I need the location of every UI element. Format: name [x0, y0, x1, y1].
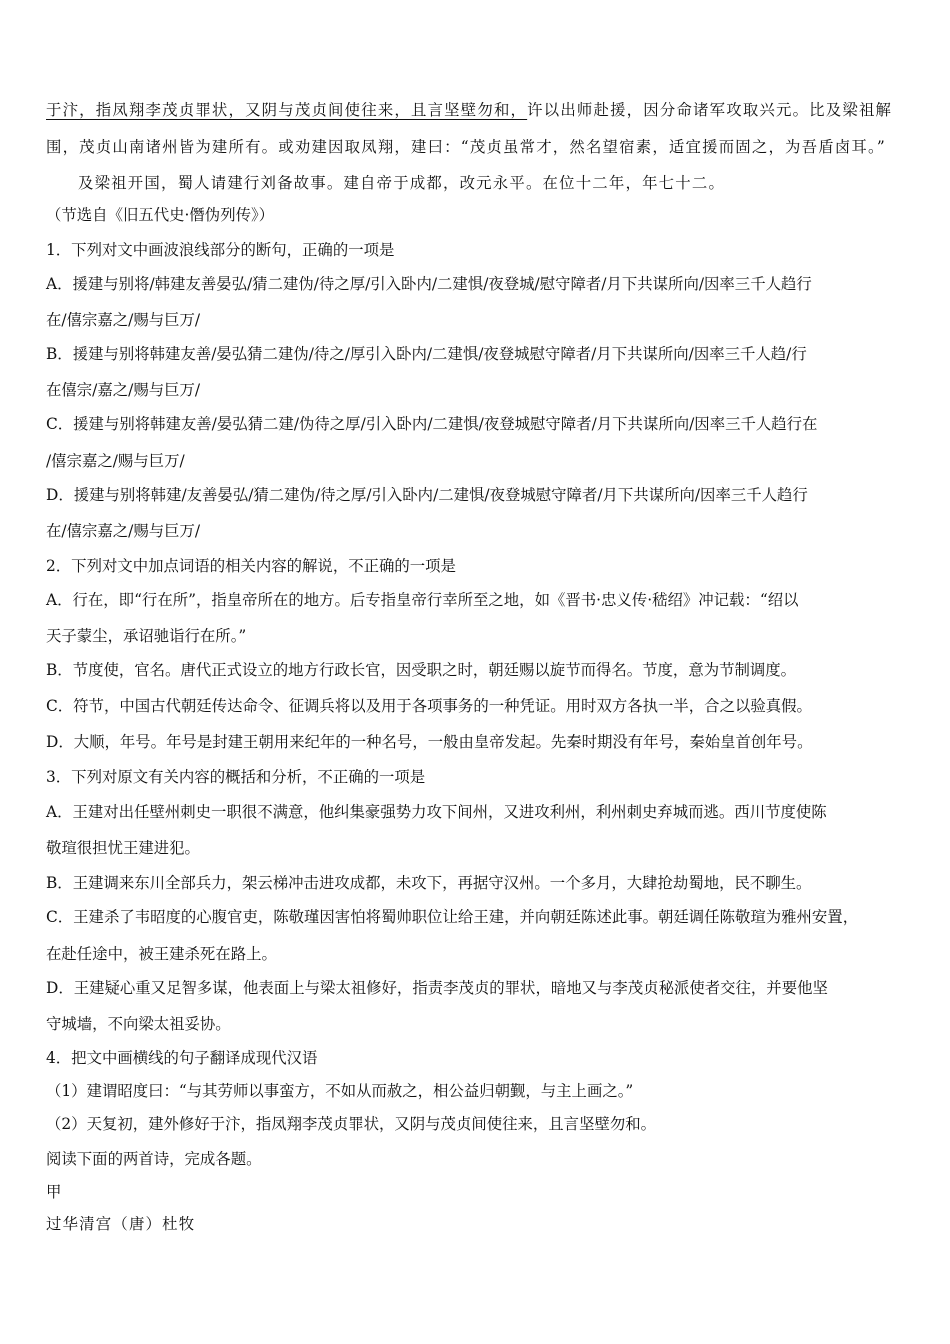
q3-option-d-line-1: D．王建疑心重又足智多谋，他表面上与梁太祖修好，指责李茂贞的罪状，暗地又与李茂贞秘派使者交往，并要他坚: [46, 979, 828, 997]
q2-option-a-line-1: A．行在，即“行在所”，指皇帝所在的地方。后专指皇帝行幸所至之地，如《晋书·忠义传·嵇绍》冲记载：“绍以: [46, 591, 799, 609]
q1-option-d-line-1: D．援建与别将韩建/友善晏弘/猜二建伪/待之厚/引入卧内/二建惧/夜登城慰守障者/月下共谋所向/因率三千人趋行: [46, 486, 808, 504]
q3-option-a-line-1: A．王建对出任壁州刺史一职很不满意，他纠集豪强势力攻下间州，又进攻利州，利州刺史弃城而逃。西川节度使陈: [46, 803, 827, 821]
q1-option-c-line-1: C．援建与别将韩建友善/晏弘猜二建/伪待之厚/引入卧内/二建惧/夜登城慰守障者/月下共谋所向/因率三千人趋行在: [46, 415, 818, 433]
q4-stem: 4．把文中画横线的句子翻译成现代汉语: [46, 1049, 318, 1067]
q2-option-c: C．符节，中国古代朝廷传达命令、征调兵将以及用于各项事务的一种凭证。用时双方各执一半，合之以验真假。: [46, 697, 812, 715]
poems-intro: 阅读下面的两首诗，完成各题。: [46, 1150, 262, 1168]
q2-option-b: B．节度使，官名。唐代正式设立的地方行政长官，因受职之时，朝廷赐以旋节而得名。节度，意为节制调度。: [46, 661, 797, 679]
q4-sentence-1: （1）建谓昭度曰：“与其劳师以事蛮方，不如从而赦之，相公益归朝觐，与主上画之。”: [46, 1082, 634, 1100]
passage-line-1-rest: 许以出师赴援，因分命诸军攻取兴元。比及梁祖解: [527, 101, 893, 119]
q2-option-a-line-2: 天子蒙尘，承诏驰诣行在所。”: [46, 627, 247, 645]
passage-source: （节选自《旧五代史·僭伪列传》）: [46, 206, 275, 224]
passage-line-1: [46, 100, 892, 120]
q1-option-d-line-2: 在/僖宗嘉之/赐与巨万/: [46, 522, 201, 540]
passage-line-3: 及梁祖开国，蜀人请建行刘备故事。建自帝于成都，改元永平。在位十二年，年七十二。: [78, 174, 726, 192]
underlined-sentence-part-2: 且言坚壁勿和，: [411, 101, 528, 119]
poem-label-jia: 甲: [46, 1183, 62, 1201]
q1-option-a-line-2: 在/僖宗嘉之/赐与巨万/: [46, 311, 201, 329]
q1-option-b-line-2: 在僖宗/嘉之/赐与巨万/: [46, 381, 201, 399]
q3-option-a-line-2: 敬瑄很担忧王建进犯。: [46, 839, 200, 857]
q3-option-b: B．王建调来东川全部兵力，架云梯冲击进攻成都，未攻下，再据守汉州。一个多月，大肆抢劫蜀地，民不聊生。: [46, 874, 812, 892]
q1-option-a-line-1: A．援建与别将/韩建友善晏弘/猜二建伪/待之厚/引入卧内/二建惧/夜登城/慰守障者/月下共谋所向/因率三千人趋行: [46, 275, 812, 293]
q4-sentence-2: （2）天复初，建外修好于汴，指凤翔李茂贞罪状，又阴与茂贞间使往来，且言坚壁勿和。: [46, 1115, 657, 1133]
q3-option-c-line-2: 在赴任途中，被王建杀死在路上。: [46, 945, 277, 963]
poem-title: 过华清宫（唐）杜牧: [46, 1215, 196, 1233]
q2-stem: 2．下列对文中加点词语的相关内容的解说，不正确的一项是: [46, 557, 456, 575]
underlined-sentence-part-1: 于汴，指凤翔李茂贞罪状，又阴与茂贞间使往来，: [46, 101, 411, 119]
q3-stem: 3．下列对原文有关内容的概括和分析，不正确的一项是: [46, 768, 426, 786]
q1-option-c-line-2: /僖宗嘉之/赐与巨万/: [46, 452, 185, 470]
q1-option-b-line-1: B．援建与别将韩建友善/晏弘猜二建伪/待之/厚引入卧内/二建惧/夜登城慰守障者/月下共谋所向/因率三千人趋/行: [46, 345, 807, 363]
q2-option-d: D．大顺，年号。年号是封建王朝用来纪年的一种名号，一般由皇帝发起。先秦时期没有年号，秦始皇首创年号。: [46, 733, 813, 751]
q3-option-c-line-1: C．王建杀了韦昭度的心腹官吏，陈敬瑾因害怕将蜀帅职位让给王建，并向朝廷陈述此事。朝廷调任陈敬瑄为雅州安置，: [46, 908, 859, 926]
q3-option-d-line-2: 守城墙，不向梁太祖妥协。: [46, 1015, 231, 1033]
passage-line-2: 围，茂贞山南诸州皆为建所有。或劝建因取凤翔，建曰：“茂贞虽常才，然名望宿素，适宜援而固之，为吾盾卤耳。”: [46, 138, 886, 156]
q1-stem: 1．下列对文中画波浪线部分的断句，正确的一项是: [46, 241, 395, 259]
